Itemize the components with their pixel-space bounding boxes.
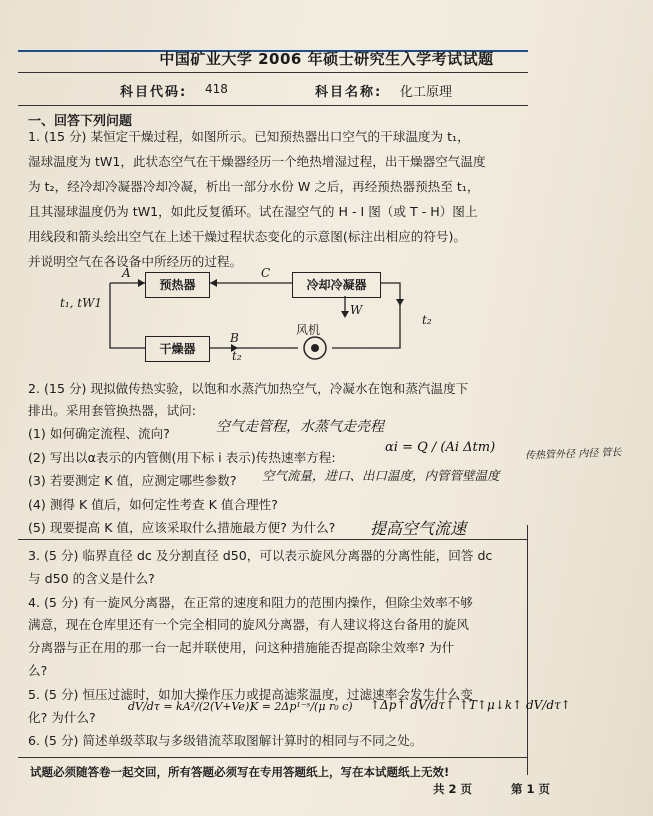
cooler-condenser-box: 冷却冷凝器 (292, 272, 381, 298)
q1-line-4: 且其湿球温度仍为 tW1，如此反复循环。试在湿空气的 H - I 图（或 T - H）图上 (28, 204, 478, 219)
page-edge (527, 525, 528, 775)
q5-line-1: 5. (5 分) 恒压过滤时，如加大操作压力或提高滤浆温度，过滤速率会发生什么变 (28, 687, 473, 702)
exam-title: 中国矿业大学 2006 年硕士研究生入学考试试题 (159, 50, 494, 68)
point-b-label: B (230, 331, 239, 345)
title-divider (18, 72, 528, 73)
dryer-box: 干燥器 (145, 336, 210, 362)
q1-line-6: 并说明空气在各设备中所经历的过程。 (28, 254, 243, 269)
q4-line-2: 满意，现在仓库里还有一个完全相同的旋风分离器，有人建议将这台备用的旋风 (28, 617, 469, 632)
handwritten-answer-2: αi = Q / (Ai Δtm) (385, 440, 496, 455)
handwritten-answer-1: 空气走管程，水蒸气走壳程 (216, 419, 384, 435)
q2-sub-1: (1) 如何确定流程、流向? (28, 426, 170, 441)
q2-sub-3: (3) 若要测定 K 值，应测定哪些参数? (28, 473, 237, 488)
subject-name-value: 化工原理 (400, 85, 453, 100)
handwritten-q5-eq1: dV/dτ = kA²/(2(V+Ve)) (128, 700, 254, 713)
handwritten-q5-eq3: ↑Δp↑ dV/dτ↑ ↑T↑μ↓k↑ dV/dτ↑ (370, 698, 571, 712)
q5-line-2: 化? 为什么? (28, 710, 96, 725)
q1-line-5: 用线段和箭头绘出空气在上述干燥过程状态变化的示意图(标注出相应的符号)。 (28, 229, 467, 244)
handwritten-answer-3: 空气流量，进口、出口温度，内管管壁温度 (262, 468, 500, 483)
q2-line-2: 排出。采用套管换热器，试问: (28, 403, 196, 418)
page-number: 第 1 页 (511, 782, 551, 796)
q4-line-3: 分离器与正在用的那一台一起并联使用，问这种措施能否提高除尘效率? 为什 (28, 640, 455, 655)
handwritten-side-note: 传热管外径 内径 管长 (524, 447, 622, 462)
subject-code-value: 418 (205, 82, 228, 96)
footer-note: 试题必须随答卷一起交回，所有答题必须写在专用答题纸上，写在本试题纸上无效! (30, 765, 450, 779)
handwritten-answer-5: 提高空气流速 (370, 519, 467, 538)
q2-sub-2: (2) 写出以α表示的内管侧(用下标 i 表示)传热速率方程: (28, 450, 336, 465)
point-c-label: C (261, 266, 271, 280)
subject-name-label: 科目名称: (315, 85, 383, 100)
subject-code-label: 科目代码: (120, 85, 188, 100)
q3-line-1: 3. (5 分) 临界直径 dc 及分割直径 d50，可以表示旋风分离器的分离性能，回答 dc (28, 548, 493, 563)
inlet-temp-label: t₁, tW1 (60, 296, 103, 310)
q2-sub-5: (5) 现要提高 K 值，应该采取什么措施最方便? 为什么? (28, 520, 336, 535)
total-pages: 共 2 页 (433, 782, 473, 796)
footer-divider (18, 757, 528, 758)
q3-divider (18, 539, 528, 540)
q1-line-2: 湿球温度为 tW1，此状态空气在干燥器经历一个绝热增湿过程，出干燥器空气温度 (28, 154, 486, 169)
point-a-label: A (122, 266, 131, 280)
drying-cycle-diagram (60, 268, 460, 368)
q2-line-1: 2. (15 分) 现拟做传热实验，以饱和水蒸汽加热空气，冷凝水在饱和蒸汽温度下 (28, 381, 469, 396)
q1-line-3: 为 t₂，经冷却冷凝器冷却冷凝，析出一部分水份 W 之后，再经预热器预热至 t₁， (28, 179, 480, 194)
header-divider (18, 105, 528, 106)
q3-line-2: 与 d50 的含义是什么? (28, 571, 155, 586)
q1-line-1: 1. (15 分) 某恒定干燥过程，如图所示。已知预热器出口空气的干球温度为 t₁， (28, 129, 470, 144)
section-heading: 一、回答下列问题 (28, 114, 133, 129)
cooler-inlet-temp-label: t₂ (422, 313, 432, 327)
q2-sub-4: (4) 测得 K 值后，如何定性考查 K 值合理性? (28, 497, 278, 512)
handwritten-q5-eq2: K = 2Δp¹⁻ˢ/(μ r₀ c) (250, 700, 353, 713)
q4-line-1: 4. (5 分) 有一旋风分离器，在正常的速度和阻力的范围内操作，但除尘效率不够 (28, 595, 473, 610)
fan-label: 风机 (296, 323, 321, 337)
outlet-temp-label: t₂ (232, 349, 242, 363)
q6-line-1: 6. (5 分) 简述单级萃取与多级错流萃取图解计算时的相同与不同之处。 (28, 733, 423, 748)
q4-line-4: 么? (28, 663, 48, 678)
water-label: W (350, 303, 363, 317)
preheater-box: 预热器 (145, 272, 210, 298)
